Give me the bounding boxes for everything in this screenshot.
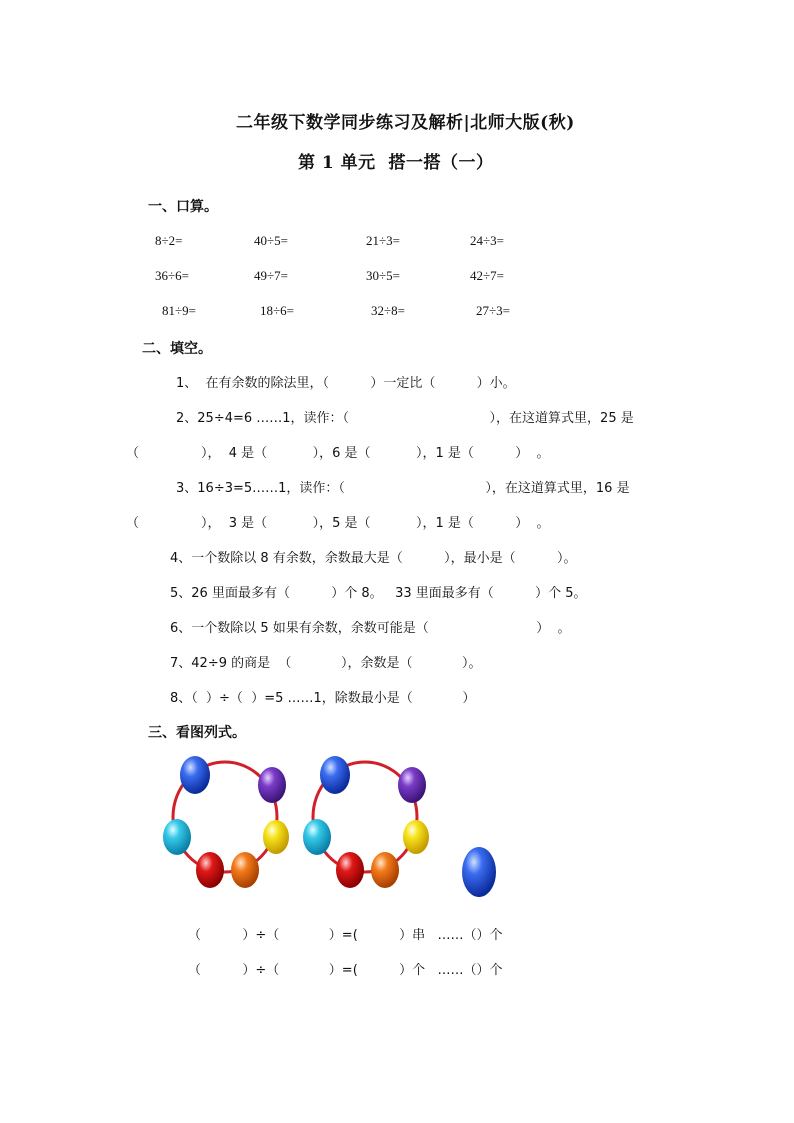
bead-blue <box>180 756 210 794</box>
calc-item: 27÷3= <box>476 303 510 318</box>
unit-subtitle: 第 1 单元 搭一搭（一） <box>298 153 494 173</box>
question-2-line-2: （ ）， 4 是（ ），6 是（ ），1 是（ ） 。 <box>126 446 550 461</box>
bead-cyan <box>303 819 331 855</box>
calc-item: 40÷5= <box>254 233 288 248</box>
section-heading-fill-blanks: 二、填空。 <box>142 341 212 357</box>
equation-strings: （ ）÷（ ）=( ）串 ……（）个 <box>188 928 503 943</box>
bead-orange <box>371 852 399 888</box>
calc-item: 24÷3= <box>470 233 504 248</box>
question-2-line-1: 2、25÷4=6 ……1，读作：（ ），在这道算式里，25 是 <box>176 411 634 426</box>
equation-beads: （ ）÷（ ）=( ）个 ……（）个 <box>188 963 503 978</box>
bead-red <box>196 852 224 888</box>
calc-item: 32÷8= <box>371 303 405 318</box>
calc-item: 49÷7= <box>254 268 288 283</box>
calc-item: 30÷5= <box>366 268 400 283</box>
section-heading-picture-equation: 三、看图列式。 <box>148 725 246 741</box>
bead-yellow <box>263 820 289 854</box>
calc-item: 42÷7= <box>470 268 504 283</box>
calc-item: 8÷2= <box>155 233 183 248</box>
question-7: 7、42÷9 的商是 （ ），余数是（ ）。 <box>170 656 482 671</box>
bead-yellow <box>403 820 429 854</box>
bead-bracelets-illustration <box>150 745 510 905</box>
bead-red <box>336 852 364 888</box>
bead-orange <box>231 852 259 888</box>
question-3-line-2: （ ）， 3 是（ ），5 是（ ），1 是（ ） 。 <box>126 516 550 531</box>
bead-blue-single <box>462 847 496 897</box>
bracelet-2 <box>303 756 429 888</box>
bead-blue <box>320 756 350 794</box>
bead-purple <box>258 767 286 803</box>
document-title: 二年级下数学同步练习及解析|北师大版(秋) <box>236 113 575 133</box>
question-5: 5、26 里面最多有（ ）个 8。 33 里面最多有（ ）个 5。 <box>170 586 587 601</box>
bead-cyan <box>163 819 191 855</box>
bead-purple <box>398 767 426 803</box>
section-heading-oral-calc: 一、口算。 <box>148 199 218 215</box>
calc-item: 21÷3= <box>366 233 400 248</box>
calc-item: 81÷9= <box>162 303 196 318</box>
calc-item: 36÷6= <box>155 268 189 283</box>
bracelet-1 <box>163 756 289 888</box>
question-3-line-1: 3、16÷3=5……1，读作：（ ），在这道算式里，16 是 <box>176 481 630 496</box>
question-8: 8、（ ）÷（ ）=5 ……1，除数最小是（ ） <box>170 691 476 706</box>
calc-item: 18÷6= <box>260 303 294 318</box>
question-1: 1、 在有余数的除法里，（ ）一定比（ ）小。 <box>176 376 516 391</box>
question-4: 4、一个数除以 8 有余数，余数最大是（ ），最小是（ ）。 <box>170 551 577 566</box>
question-6: 6、一个数除以 5 如果有余数，余数可能是（ ） 。 <box>170 621 571 636</box>
